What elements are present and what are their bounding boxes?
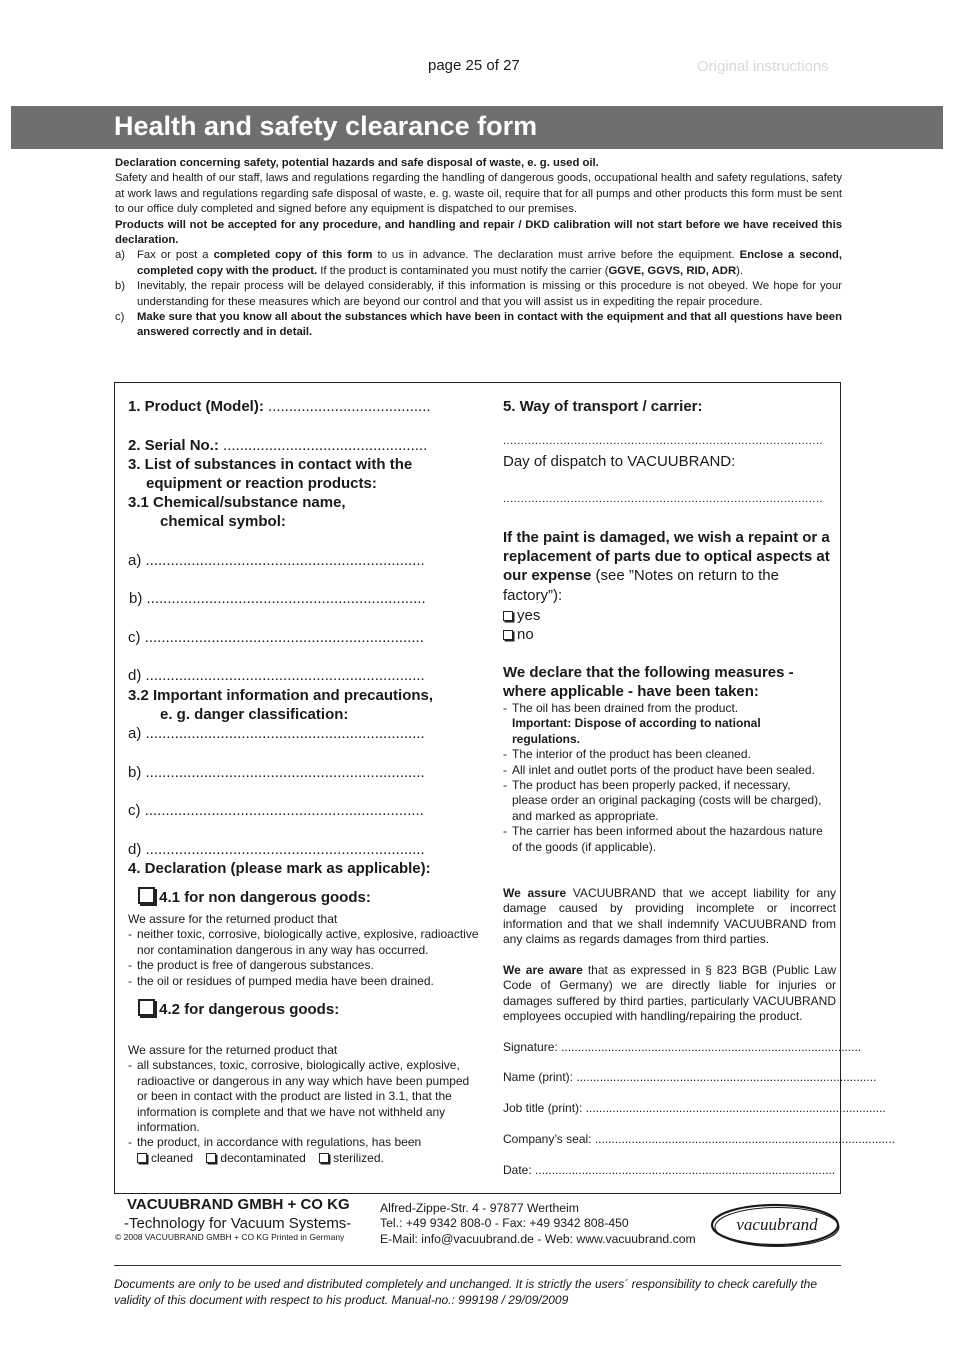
item-a-bold: completed copy of this form xyxy=(213,249,373,262)
intro-body: Safety and health of our staff, laws and regulations regarding the handling of dangerous goods, occupational health and safety regulations, safety at work laws and regulations regarding safe disposal of waste, e. g. waste oil, require that for all pumps and other products this form must be sent to our office duly completed and signed before any equipment is dispatched to our premises. xyxy=(115,172,842,216)
repaint-no-checkbox[interactable] xyxy=(503,630,513,640)
list-item: - The interior of the product has been cleaned. xyxy=(503,747,751,762)
original-instructions-label: Original instructions xyxy=(697,58,829,75)
logo-text: vacuubrand xyxy=(736,1215,818,1234)
footer-divider xyxy=(114,1265,841,1266)
item-a-text: to us in advance. The declaration must arrive before the equipment. xyxy=(372,249,740,262)
section-3-1-title: 3.1 Chemical/substance name, xyxy=(128,494,346,511)
vacuubrand-logo xyxy=(710,1203,840,1249)
copyright: © 2008 VACUUBRAND GMBH + CO KG Printed in Germany xyxy=(115,1232,345,1242)
list-item: - the product, in accordance with regulations, has been xyxy=(128,1135,422,1150)
section-3-title: 3. List of substances in contact with the xyxy=(128,456,413,473)
item-a-bold: Enclose a second, completed copy with the product. xyxy=(137,249,843,277)
company-seal-label: Company’s seal: xyxy=(503,1132,592,1146)
intro-heading: Declaration concerning safety, potential hazards and safe disposal of waste, e. g. used oil. xyxy=(115,157,599,169)
paint-question-bold: If the paint is damaged, we wish a repaint or a replacement of parts due to optical aspects at our expense xyxy=(503,529,830,585)
paint-question xyxy=(503,528,833,605)
precaution-line-b[interactable]: b) ................................................................... xyxy=(128,764,425,781)
list-item-text: All inlet and outlet ports of the product have been sealed. xyxy=(512,762,815,777)
substance-line-d[interactable]: d) ................................................................... xyxy=(128,667,425,684)
liability-text: VACUUBRAND that we accept liability for any damage caused by providing incomplete or incorrect information and that we shall indemnify VACUUBRAND from any claims as regards damages from third parties. xyxy=(503,886,836,947)
intro-item-a xyxy=(115,248,842,279)
decontaminated-label: decontaminated xyxy=(220,1150,306,1165)
serial-field[interactable]: ................................................. xyxy=(223,437,428,454)
disclaimer: Documents are only to be used and distributed completely and unchanged. It is strictly the users´ responsibility to check carefully the validity of this document with respect to his product. Manual-no.: 999198 / 29/09/2009 xyxy=(114,1277,818,1307)
list-item-text: The oil has been drained from the product. xyxy=(512,701,739,715)
section-4-title: 4. Declaration (please mark as applicable): xyxy=(128,860,431,877)
date-label: Date: xyxy=(503,1163,532,1177)
list-item: - the product is free of dangerous substances. xyxy=(128,958,374,973)
decontaminated-checkbox[interactable] xyxy=(206,1153,216,1163)
sterilized-label: sterilized. xyxy=(333,1150,384,1165)
list-item: - neither toxic, corrosive, biologically active, explosive, radioactive nor contamination dangerous in any way has occurred. xyxy=(128,927,479,957)
dangerous-checkbox[interactable] xyxy=(138,999,155,1016)
awareness-bold: We are aware xyxy=(503,963,583,977)
section-4-1-body xyxy=(128,912,488,989)
section-4-1-title: 4.1 for non dangerous goods: xyxy=(159,889,371,906)
item-c-text: Make sure that you know all about the substances which have been in contact with the equipment and that all questions have been answered correctly and in detail. xyxy=(137,311,842,339)
list-item-text: the oil or residues of pumped media have been drained. xyxy=(137,973,434,988)
item-a-text: If the product is contaminated you must notify the carrier ( xyxy=(317,264,609,277)
list-item: - The carrier has been informed about the hazardous nature of the goods (if applicable). xyxy=(503,824,823,854)
repaint-no-label: no xyxy=(517,626,534,643)
section-4-1-intro: We assure for the returned product that xyxy=(128,912,338,926)
intro-warning: Products will not be accepted for any procedure, and handling and repair / DKD calibration will not start before we have received this declaration. xyxy=(115,218,842,247)
list-item: - The oil has been drained from the product. xyxy=(503,701,739,715)
product-field[interactable]: ....................................... xyxy=(268,398,431,415)
company-seal-field[interactable] xyxy=(503,1132,895,1146)
paint-question-text: (see ”Notes on return to the factory”): xyxy=(503,567,779,604)
precaution-line-a[interactable]: a) ................................................................... xyxy=(128,725,425,742)
intro-section xyxy=(115,156,842,341)
company-tagline: -Technology for Vacuum Systems- xyxy=(124,1215,352,1232)
date-field[interactable] xyxy=(503,1163,836,1177)
item-a-bold: GGVE, GGVS, RID, ADR xyxy=(608,264,737,277)
precaution-line-c[interactable]: c) ................................................................... xyxy=(128,802,424,819)
intro-item-b xyxy=(115,279,842,310)
liability-bold: We assure xyxy=(503,886,567,900)
name-dots: .......................................................................................... xyxy=(576,1070,877,1084)
non-dangerous-checkbox[interactable] xyxy=(138,887,155,904)
email-line: E-Mail: info@vacuubrand.de - Web: www.vacuubrand.com xyxy=(380,1231,696,1246)
section-4-2-title: 4.2 for dangerous goods: xyxy=(159,1001,340,1018)
job-title-label: Job title (print): xyxy=(503,1101,583,1115)
measures-title: We declare that the following measures - where applicable - have been taken: xyxy=(503,664,794,701)
item-marker: a) xyxy=(115,249,126,262)
job-title-dots: .......................................................................................... xyxy=(585,1101,886,1115)
company-name: VACUUBRAND GMBH + CO KG xyxy=(127,1196,350,1213)
cleaned-label: cleaned xyxy=(151,1150,194,1165)
item-marker: b) xyxy=(115,280,126,293)
date-dots: .......................................................................................... xyxy=(535,1163,836,1177)
section-5-title: 5. Way of transport / carrier: xyxy=(503,398,703,415)
dispatch-field[interactable]: .......................................................................................... xyxy=(503,493,824,505)
intro-item-c xyxy=(115,310,842,341)
name-label: Name (print): xyxy=(503,1070,574,1084)
precaution-line-d[interactable]: d) ................................................................... xyxy=(128,841,425,858)
list-item: - All inlet and outlet ports of the product have been sealed. xyxy=(503,762,815,777)
list-item-text: the product is free of dangerous substances. xyxy=(137,958,374,973)
section-3-2-subtitle: e. g. danger classification: xyxy=(160,706,349,723)
sterilized-checkbox[interactable] xyxy=(319,1153,329,1163)
list-item: - the oil or residues of pumped media have been drained. xyxy=(128,973,434,988)
item-b-text: Inevitably, the repair process will be delayed considerably, if this information is missing or this procedure is not obeyed. We hope for your understanding for these measures which are beyond our control and that you will assist us in expediting the repair procedure. xyxy=(137,280,842,308)
phone-line: Tel.: +49 9342 808-0 - Fax: +49 9342 808-450 xyxy=(380,1216,629,1231)
measures-list xyxy=(503,701,825,855)
section-3-1-subtitle: chemical symbol: xyxy=(160,513,286,530)
list-item: - The product has been properly packed, if necessary, please order an original packaging (costs will be charged), and marked as appropriate. xyxy=(503,778,822,823)
awareness-text: that as expressed in § 823 BGB (Public Law Code of Germany) we are directly liable for injuries or damages suffered by third parties, particularly VACUUBRAND employees occupied with handling/repairing the product. xyxy=(503,963,836,1024)
section-4-2-body xyxy=(128,1043,478,1166)
section-3-2-title: 3.2 Important information and precautions, xyxy=(128,687,434,704)
carrier-field[interactable]: .......................................................................................... xyxy=(503,435,824,447)
signature-label: Signature: xyxy=(503,1040,558,1054)
repaint-yes-checkbox[interactable] xyxy=(503,611,513,621)
repaint-yes-label: yes xyxy=(517,607,541,624)
name-field[interactable] xyxy=(503,1070,877,1084)
dispatch-label: Day of dispatch to VACUUBRAND: xyxy=(503,453,736,470)
title-banner xyxy=(11,106,943,149)
list-item-text: the product, in accordance with regulations, has been xyxy=(137,1135,422,1150)
section-3-subtitle: equipment or reaction products: xyxy=(146,475,377,492)
product-label: 1. Product (Model): xyxy=(128,398,264,415)
substance-line-c[interactable]: c) ................................................................... xyxy=(128,629,424,646)
item-a-text: ). xyxy=(736,264,744,277)
liability-statement xyxy=(503,886,836,948)
list-item-text: The carrier has been informed about the hazardous nature of the goods (if applicable). xyxy=(512,824,823,854)
section-4-2-intro: We assure for the returned product that xyxy=(128,1043,338,1057)
item-a-text: Fax or post a xyxy=(137,249,214,262)
signature-field[interactable] xyxy=(503,1040,862,1054)
important-note: Important: Dispose of according to national regulations. xyxy=(512,716,761,746)
list-item: - all substances, toxic, corrosive, biologically active, explosive, radioactive or dangerous in any way which have been pumped or been in contact with the product are listed in 3.1, that the information is complete and that we have not withheld any information. xyxy=(128,1058,470,1135)
list-item-text: neither toxic, corrosive, biologically active, explosive, radioactive nor contamination dangerous in any way has occurred. xyxy=(137,927,479,957)
substance-line-a[interactable]: a) ................................................................... xyxy=(128,552,425,569)
treatment-options xyxy=(128,1151,478,1166)
list-item-text: The interior of the product has been cleaned. xyxy=(512,747,751,762)
awareness-statement xyxy=(503,963,836,1025)
serial-label: 2. Serial No.: xyxy=(128,437,219,454)
substance-line-b[interactable]: b) ................................................................... xyxy=(129,590,426,607)
job-title-field[interactable] xyxy=(503,1101,886,1115)
page-title: Health and safety clearance form xyxy=(114,111,538,141)
item-marker: c) xyxy=(115,311,125,324)
address-line: Alfred-Zippe-Str. 4 - 97877 Wertheim xyxy=(380,1201,579,1215)
signature-dots: .......................................................................................... xyxy=(561,1040,862,1054)
list-item-text: The product has been properly packed, if necessary, please order an original packaging (costs will be charged), and marked as appropriate. xyxy=(512,778,822,823)
company-address xyxy=(380,1201,696,1247)
list-item-text: all substances, toxic, corrosive, biologically active, explosive, radioactive or dangerous in any way which have been pumped or been in contact with the product are listed in 3.1, that the information is complete and that we have not withheld any information. xyxy=(137,1058,470,1135)
page-number: page 25 of 27 xyxy=(428,57,520,74)
company-seal-dots: .......................................................................................... xyxy=(594,1132,895,1146)
cleaned-checkbox[interactable] xyxy=(137,1153,147,1163)
